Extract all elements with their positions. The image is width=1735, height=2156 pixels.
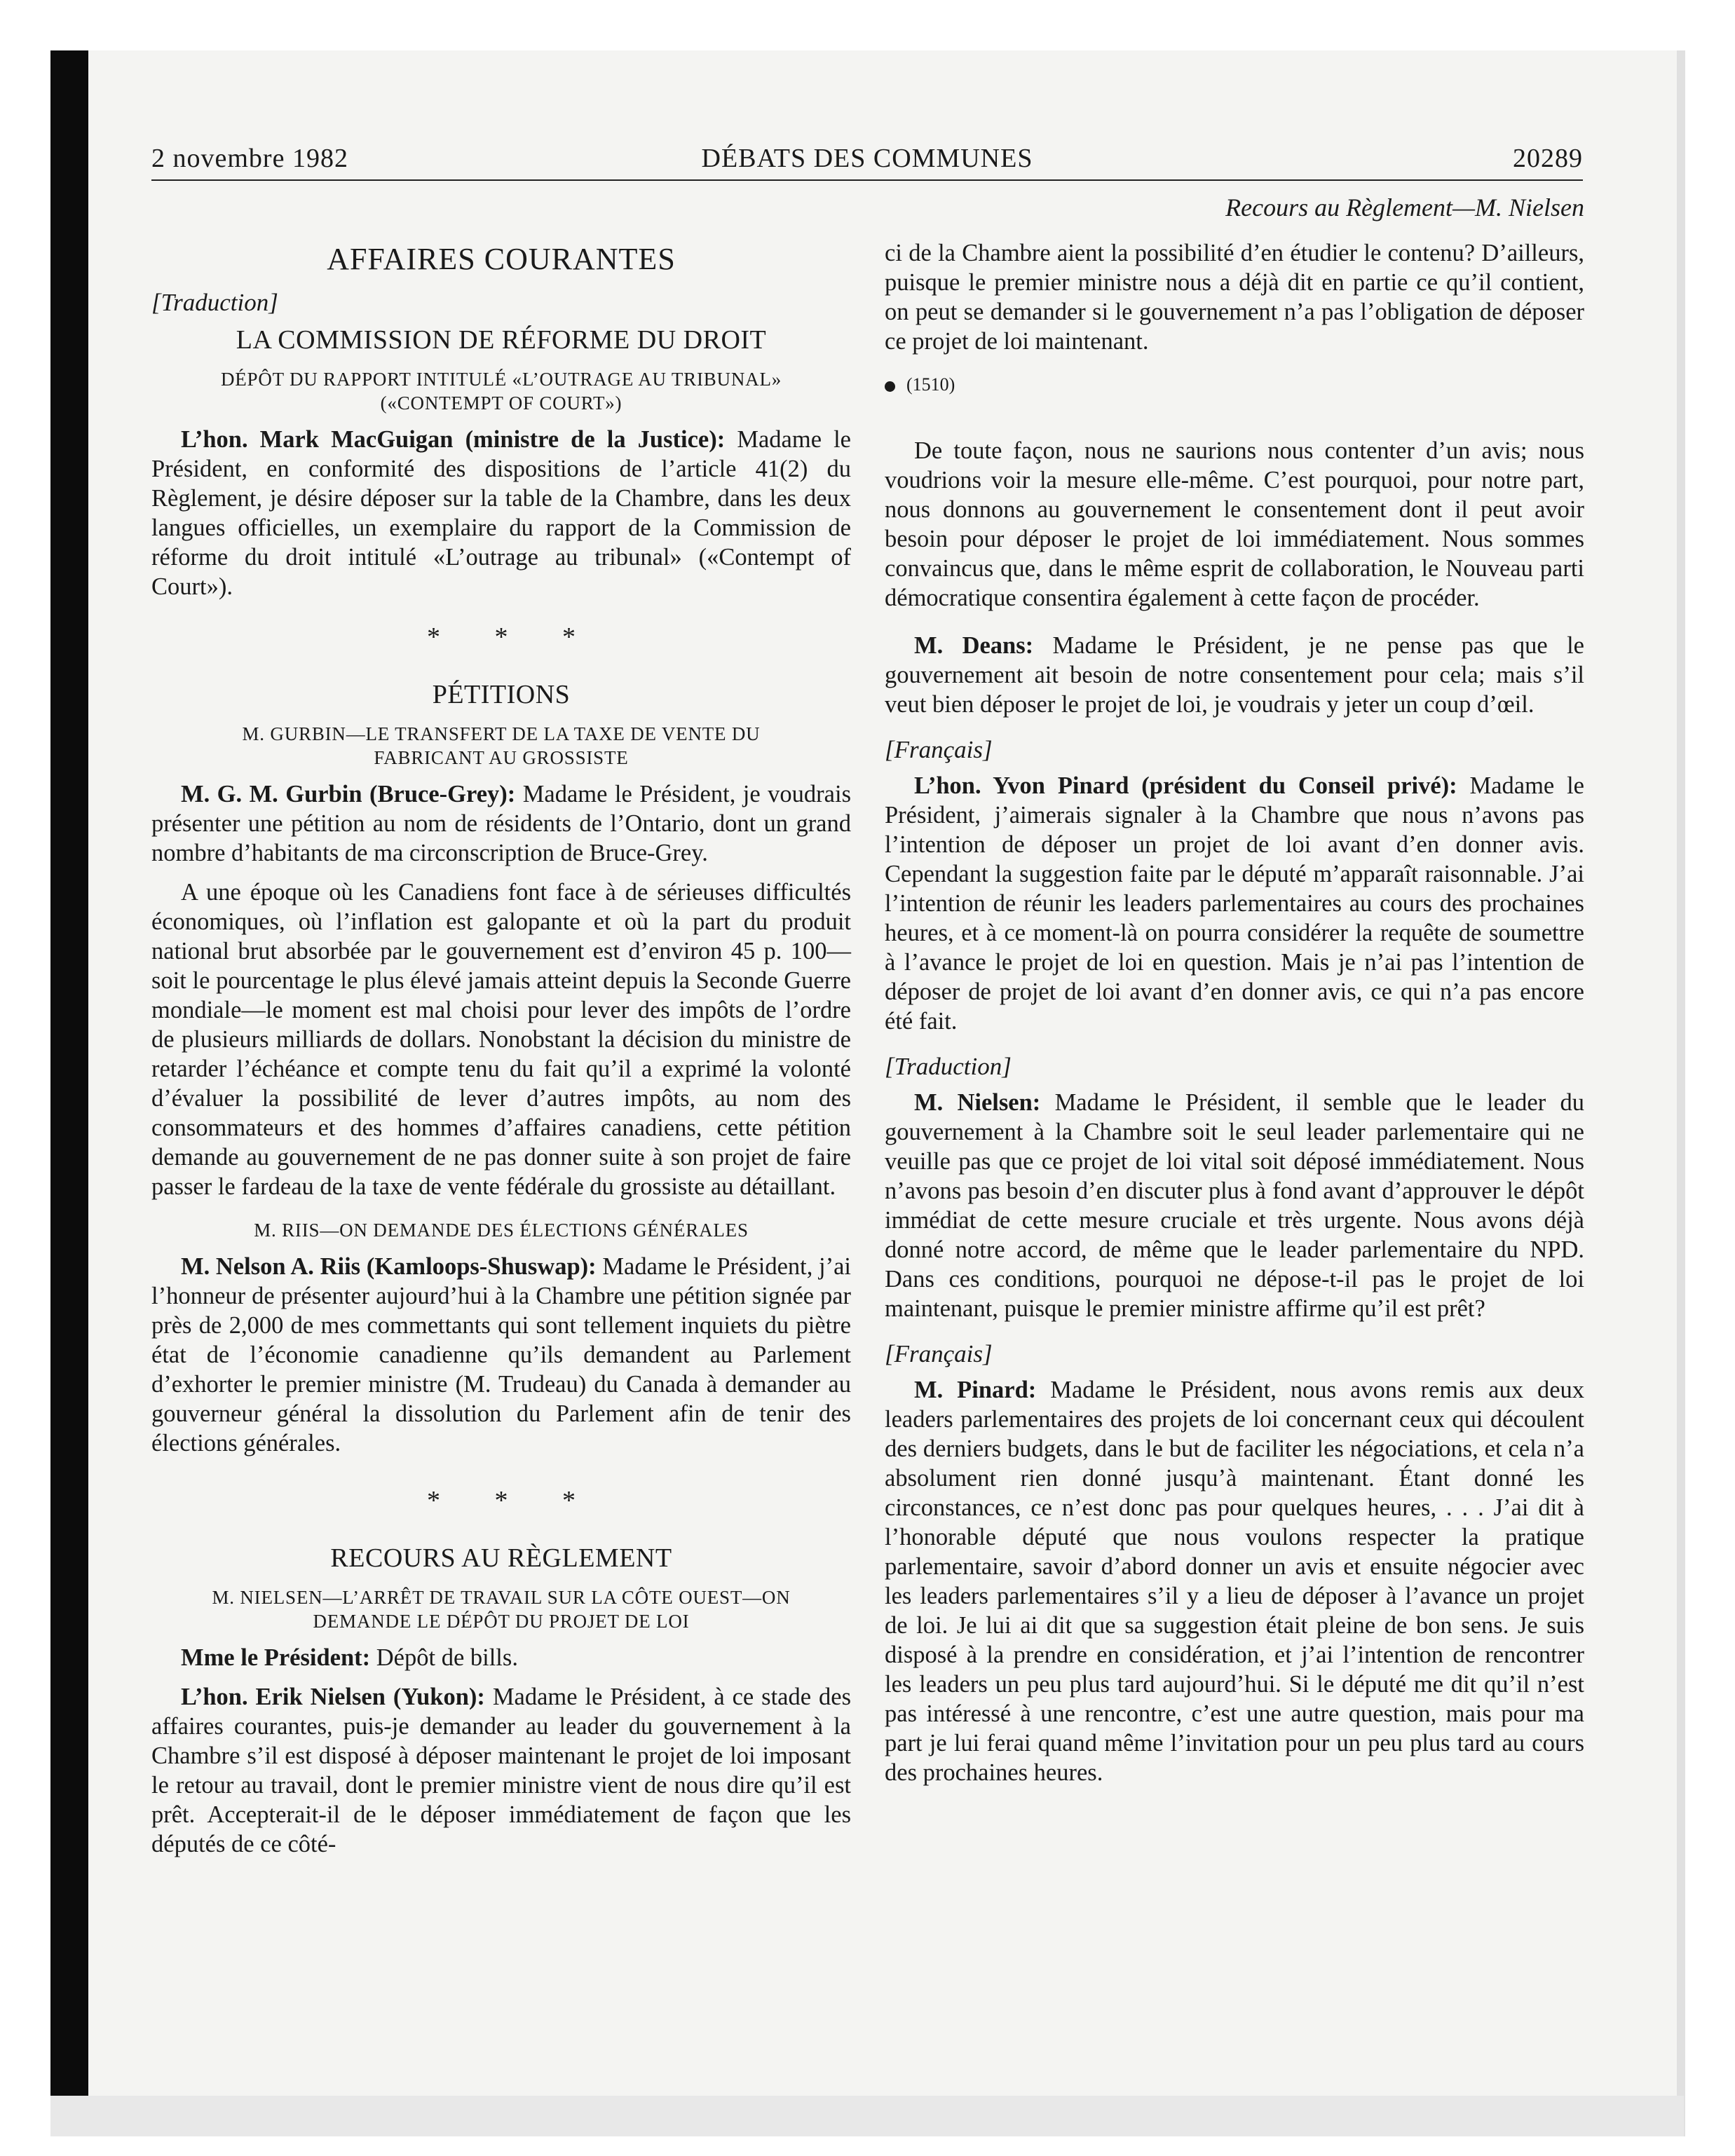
text-nielsen-reply: Madame le Président, il semble que le leader du gouvernement à la Chambre soit le seul leader parlementaire qui ne veuille pas que ce projet de loi vital soit déposé immédiatement. Nous n’avons pas besoin d’en discuter plus à fond avant d’approuver le dépôt immédiat de cette mesure cruciale et très urgente. Nous avons déjà donné notre accord, de même que le leader parlementaire du NPD. Dans ces conditions, pourquoi ne dépose-t-il pas le projet de loi maintenant, puisque le premier ministre affirme qu’il est prêt? (885, 1089, 1584, 1322)
translation-tag: [Traduction] (151, 289, 278, 316)
paragraph-continued-2: De toute façon, nous ne saurions nous contenter d’un avis; nous voudrions voir la mesure elle-même. C’est pourquoi, pour notre part, nous donnons au gouvernement le consentement dont il peut avoir besoin pour déposer le projet de loi immédiatement. Nous sommes convaincus que, dans le même esprit de collaboration, le Nouveau parti démocratique consentira également à cette façon de procéder. (885, 437, 1584, 611)
speaker-pinard: L’hon. Yvon Pinard (président du Conseil privé): (914, 772, 1457, 799)
header-rule (151, 179, 1583, 181)
heading-recours: RECOURS AU RÈGLEMENT (330, 1543, 672, 1573)
scan-border-bottom (50, 2096, 1684, 2136)
time-marker (885, 370, 1584, 400)
text-deans: Madame le Président, je ne pense pas que le gouvernement ait besoin de notre consentement pour cela; mais s’il veut bien déposer le projet de loi, je voudrais y jeter un coup d’œil. (885, 632, 1584, 718)
text-pinard: Madame le Président, j’aimerais signaler à la Chambre que nous n’avons pas l’intention de déposer un projet de loi avant d’en donner avis. Cependant la suggestion faite par le député m’apparaît raisonnable. J’ai l’intention de réunir les leaders parlementaires au cours des prochaines heures, et à ce moment-là on pourra considérer la requête de soumettre à l’avance le projet de loi en question. Mais je n’ai pas l’intention de déposer de projet de loi avant d’en donner avis, ce qui n’a pas encore été fait. (885, 772, 1584, 1035)
paragraph-deans (885, 631, 1584, 719)
section-separator: * * * (427, 622, 599, 652)
text-gurbin-1: Madame le Président, je voudrais présenter une pétition au nom de résidents de l’Ontario, dont un grand nombre d’habitants de ma circonscription de Bruce-Grey. (151, 781, 851, 866)
speaker-nielsen: L’hon. Erik Nielsen (Yukon): (181, 1684, 485, 1710)
language-tag-francais: [Français] (885, 736, 993, 763)
subheading-commission-line-2: («CONTEMPT OF COURT») (380, 393, 622, 414)
subheading-gurbin (151, 722, 851, 770)
right-column (885, 192, 1584, 1797)
scan-border-right (1677, 50, 1685, 2136)
scan-border-left (50, 50, 88, 2136)
speaker-deans: M. Deans: (914, 632, 1034, 659)
subheading-commission-line-1: DÉPÔT DU RAPPORT INTITULÉ «L’OUTRAGE AU TRIBUNAL» (220, 369, 782, 390)
paragraph-riis (151, 1252, 851, 1458)
heading-petitions: PÉTITIONS (432, 680, 571, 709)
speaker-president: Mme le Président: (181, 1644, 371, 1671)
subheading-nielsen-line-1: M. NIELSEN—L’ARRÊT DE TRAVAIL SUR LA CÔTE OUEST—ON (212, 1587, 791, 1608)
text-macguigan: Madame le Président, en conformité des dispositions de l’article 41(2) du Règlement, je désire déposer sur la table de la Chambre, dans les deux langues officielles, un exemplaire du rapport de la Commission de réforme du droit intitulé «L’outrage au tribunal» («Contempt of Court»). (151, 426, 851, 600)
subheading-nielsen (151, 1585, 851, 1633)
header-page-number: 20289 (1513, 144, 1583, 173)
subheading-commission (151, 367, 851, 415)
paragraph-nielsen-reply (885, 1088, 1584, 1323)
heading-commission: LA COMMISSION DE RÉFORME DU DROIT (236, 325, 767, 355)
subheading-nielsen-line-2: DEMANDE LE DÉPÔT DU PROJET DE LOI (313, 1611, 690, 1632)
paragraph-continued: ci de la Chambre aient la possibilité d’en étudier le contenu? D’ailleurs, puisque le premier ministre nous a déjà dit en partie ce qu’il contient, on peut se demander si le gouvernement n’a pas l’obligation de déposer ce projet de loi maintenant. (885, 240, 1584, 355)
speaker-macguigan: L’hon. Mark MacGuigan (ministre de la Justice): (181, 426, 726, 453)
speaker-gurbin: M. G. M. Gurbin (Bruce-Grey): (181, 781, 516, 807)
page-header (151, 143, 1583, 179)
subheading-riis: M. RIIS—ON DEMANDE DES ÉLECTIONS GÉNÉRALES (254, 1220, 749, 1241)
paragraph-nielsen (151, 1682, 851, 1859)
running-head: Recours au Règlement—M. Nielsen (1225, 193, 1584, 221)
speaker-riis: M. Nelson A. Riis (Kamloops-Shuswap): (181, 1253, 597, 1280)
language-tag-traduction: [Traduction] (885, 1053, 1012, 1080)
time-marker-text: (1510) (906, 374, 955, 395)
text-president: Dépôt de bills. (376, 1644, 518, 1671)
speaker-pinard-reply: M. Pinard: (914, 1377, 1037, 1403)
section-separator-2: * * * (427, 1486, 599, 1515)
left-column (151, 192, 851, 1869)
bullet-dot-icon (885, 381, 895, 392)
paragraph-gurbin-2: A une époque où les Canadiens font face à de sérieuses difficultés économiques, où l’inflation est galopante et où la part du produit national brut absorbée par le gouvernement est d’environ 45 p. 100—soit le pourcentage le plus élevé jamais atteint depuis la Seconde Guerre mondiale—le moment est mal choisi pour lever des impôts de l’ordre de plusieurs milliards de dollars. Nonobstant la décision du ministre de retarder l’échéance et compte tenu du fait qu’il a exprimé la volonté d’évaluer la possibilité de lever d’autres impôts, au nom des consommateurs et des hommes d’affaires canadiens, cette pétition demande au gouvernement de ne pas donner suite à son projet de faire passer le fardeau de la taxe de vente fédérale du grossiste au détaillant. (151, 879, 851, 1200)
text-pinard-reply: Madame le Président, nous avons remis aux deux leaders parlementaires des projets de loi concernant ceux qui découlent des derniers budgets, dans le but de faciliter les négociations, et cela n’a absolument rien donné jusqu’à maintenant. Étant donné les circonstances, ce n’est donc pas pour quelques heures, . . . J’ai dit à l’honorable député que nous voulons respecter la pratique parlementaire, savoir d’abord donner un avis et ensuite négocier avec les leaders parlementaires s’il y a lieu de déposer à l’avance un projet de loi. Je lui ai dit que sa suggestion était pleine de bon sens. Je suis disposé à la prendre en considération, et j’ai l’intention de rencontrer les leaders un peu plus tard aujourd’hui. Si le député me dit qu’il n’est pas intéressé à une rencontre, c’est une autre question, mais pour ma part je lui ferai quand même l’invitation pour un peu plus tard au cours des prochaines heures. (885, 1377, 1585, 1786)
text-nielsen: Madame le Président, à ce stade des affaires courantes, puis-je demander au leader du gouvernement à la Chambre s’il est disposé à déposer maintenant le projet de loi imposant le retour au travail, dont le premier ministre vient de nous dire qu’il est prêt. Accepterait-il de le déposer immédiatement de façon que les députés de ce côté- (151, 1684, 851, 1857)
subheading-gurbin-line-1: M. GURBIN—LE TRANSFERT DE LA TAXE DE VENTE DU (242, 723, 761, 744)
paragraph-gurbin-1 (151, 779, 851, 868)
subheading-gurbin-line-2: FABRICANT AU GROSSISTE (374, 747, 629, 768)
speaker-nielsen-reply: M. Nielsen: (914, 1089, 1041, 1116)
text-riis: Madame le Président, j’ai l’honneur de présenter aujourd’hui à la Chambre une pétition signée par près de 2,000 de mes commettants qui sont tellement inquiets du piètre état de l’économie canadienne qu’ils demandent au Parlement d’exhorter le premier ministre (M. Trudeau) du Canada à demander au gouverneur général la dissolution du Parlement afin de tenir des élections générales. (151, 1253, 852, 1456)
paragraph-macguigan (151, 425, 851, 601)
header-date: 2 novembre 1982 (151, 144, 348, 173)
paragraph-pinard-reply (885, 1375, 1584, 1787)
language-tag-francais-2: [Français] (885, 1340, 993, 1367)
header-title: DÉBATS DES COMMUNES (701, 144, 1033, 173)
section-title-affaires: AFFAIRES COURANTES (327, 242, 676, 276)
paragraph-pinard (885, 771, 1584, 1036)
paragraph-president (151, 1643, 851, 1672)
